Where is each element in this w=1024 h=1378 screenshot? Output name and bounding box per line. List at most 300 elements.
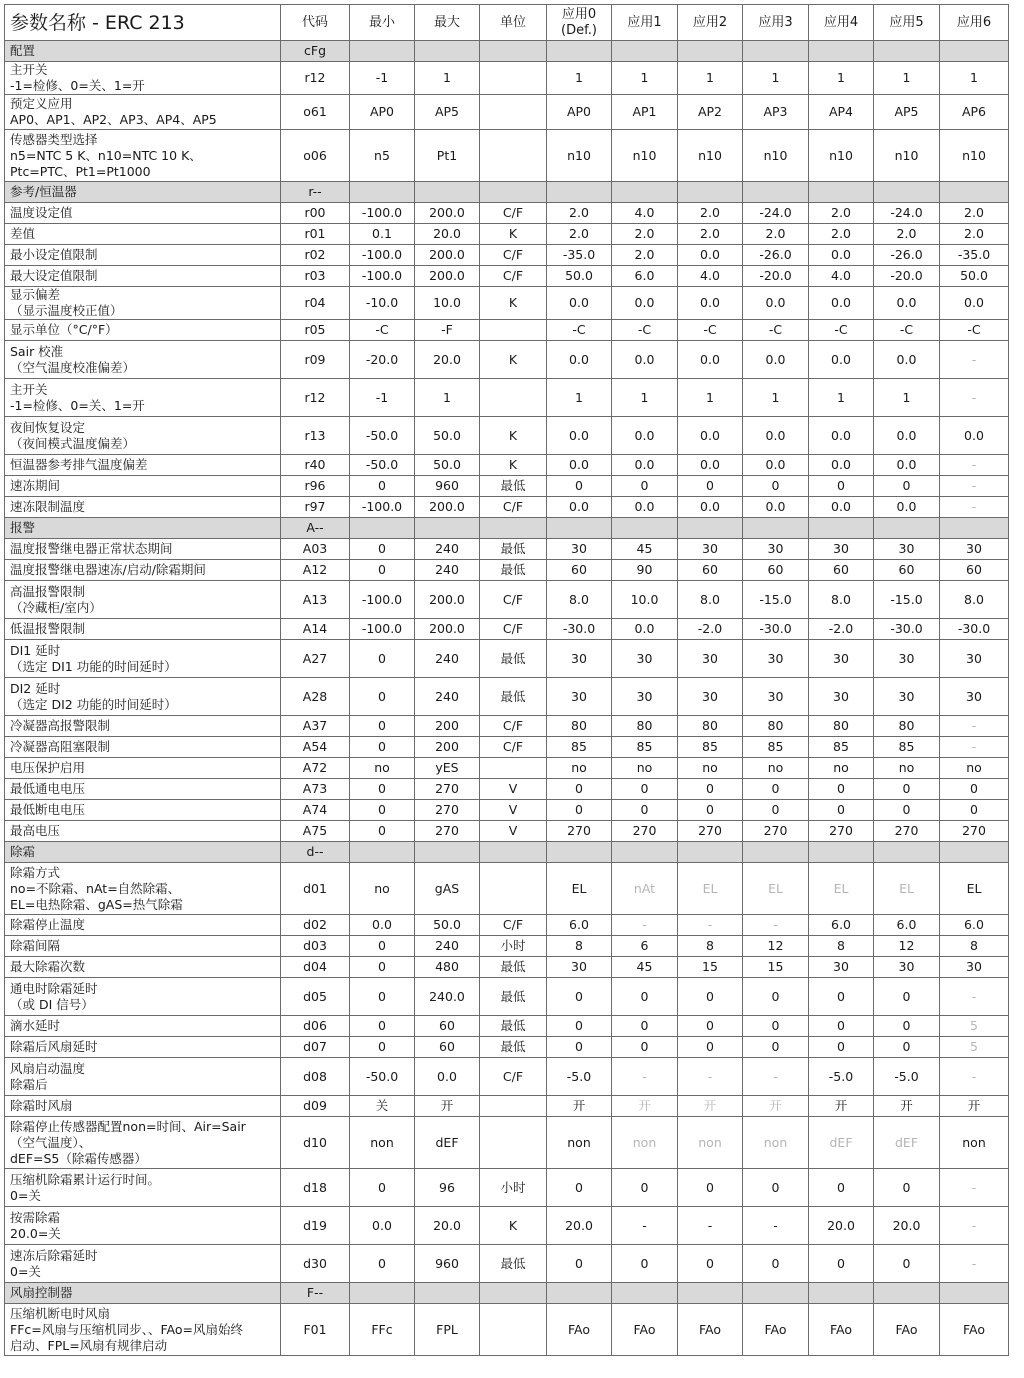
app5-value: 0.0 (874, 497, 940, 518)
section-empty-cell (809, 41, 874, 62)
app3-value: 0 (743, 1037, 809, 1058)
param-name-line: 传感器类型选择 (10, 131, 98, 147)
app3-value: 60 (743, 560, 809, 581)
app6-value: 5 (940, 1037, 1009, 1058)
section-empty-cell (350, 41, 415, 62)
unit-value (480, 379, 547, 417)
header-app0-def: (Def.) (561, 22, 597, 38)
app5-value: -30.0 (874, 619, 940, 640)
max-value: 200.0 (415, 266, 480, 287)
section-empty-cell (415, 41, 480, 62)
app3-value: EL (743, 863, 809, 915)
param-name (5, 1058, 281, 1096)
max-value: 200 (415, 716, 480, 737)
min-value: -1 (350, 379, 415, 417)
section-empty-cell (612, 182, 678, 203)
app0-value: 270 (547, 821, 612, 842)
param-name-line: （夜间模式温度偏差） (10, 435, 136, 451)
param-name-line: 除霜停止传感器配置non=时间、Air=Sair (10, 1118, 246, 1134)
section-empty-cell (612, 518, 678, 539)
app5-value: -20.0 (874, 266, 940, 287)
app1-value: 85 (612, 737, 678, 758)
param-name-line: 主开关 (10, 381, 48, 397)
app6-value: - (940, 455, 1009, 476)
unit-value: K (480, 224, 547, 245)
unit-value: C/F (480, 619, 547, 640)
unit-value: 最低 (480, 1016, 547, 1037)
section-row (5, 182, 1009, 203)
param-name-line: 夜间恢复设定 (10, 419, 86, 435)
param-code: r12 (281, 62, 350, 95)
max-value: 1 (415, 379, 480, 417)
param-name-line: 压缩机断电时风扇 (10, 1305, 111, 1321)
param-code: d08 (281, 1058, 350, 1096)
param-code: r09 (281, 341, 350, 379)
app4-value: 80 (809, 716, 874, 737)
min-value: 0 (350, 476, 415, 497)
max-value: 240 (415, 678, 480, 716)
app5-value: -C (874, 320, 940, 341)
app0-value: n10 (547, 130, 612, 182)
min-value: -100.0 (350, 497, 415, 518)
param-name (5, 1096, 281, 1117)
min-value: 0.0 (350, 1207, 415, 1245)
param-name-line: dEF=S5（除霜传感器） (10, 1150, 147, 1166)
app5-value: 0 (874, 1169, 940, 1207)
app3-value: -24.0 (743, 203, 809, 224)
max-value: 60 (415, 1037, 480, 1058)
section-empty-cell (874, 1283, 940, 1304)
section-empty-cell (874, 518, 940, 539)
app3-value: 0.0 (743, 341, 809, 379)
param-code: r03 (281, 266, 350, 287)
param-code: d30 (281, 1245, 350, 1283)
max-value: 200.0 (415, 245, 480, 266)
min-value: 0 (350, 539, 415, 560)
param-code: d09 (281, 1096, 350, 1117)
app1-value: 0.0 (612, 417, 678, 455)
min-value: AP0 (350, 95, 415, 130)
app5-value: AP5 (874, 95, 940, 130)
param-code: A03 (281, 539, 350, 560)
param-name-line: 速冻限制温度 (10, 499, 86, 514)
app5-value: dEF (874, 1117, 940, 1169)
app0-value: AP0 (547, 95, 612, 130)
table-row (5, 1245, 1009, 1283)
param-name-line: 0=关 (10, 1187, 41, 1203)
app0-value: 50.0 (547, 266, 612, 287)
app2-value: 1 (678, 62, 743, 95)
app1-value: 0.0 (612, 341, 678, 379)
param-name-line: 冷凝器高阻塞限制 (10, 739, 111, 754)
min-value: non (350, 1117, 415, 1169)
app1-value: 0.0 (612, 287, 678, 320)
unit-value: C/F (480, 716, 547, 737)
app6-value: - (940, 379, 1009, 417)
app4-value: 60 (809, 560, 874, 581)
param-name-line: -1=检修、0=关、1=开 (10, 78, 145, 93)
app5-value: 85 (874, 737, 940, 758)
app0-value: 2.0 (547, 203, 612, 224)
app1-value: non (612, 1117, 678, 1169)
app4-value: 开 (809, 1096, 874, 1117)
section-title (5, 842, 281, 863)
min-value: 0 (350, 1245, 415, 1283)
app0-value: 0 (547, 1245, 612, 1283)
header-max: 最大 (415, 5, 480, 41)
min-value: 0 (350, 640, 415, 678)
param-name (5, 1117, 281, 1169)
param-name-line: 风扇启动温度 (10, 1060, 86, 1076)
min-value: 0 (350, 800, 415, 821)
app3-value: -20.0 (743, 266, 809, 287)
app1-value: AP1 (612, 95, 678, 130)
section-empty-cell (678, 842, 743, 863)
param-name (5, 341, 281, 379)
max-value: Pt1 (415, 130, 480, 182)
param-code: r04 (281, 287, 350, 320)
param-code: A28 (281, 678, 350, 716)
param-name-line: 速冻后除霜延时 (10, 1247, 98, 1263)
param-name (5, 758, 281, 779)
app0-value: FAo (547, 1304, 612, 1356)
app3-value: -26.0 (743, 245, 809, 266)
app2-value: 0 (678, 800, 743, 821)
max-value: 50.0 (415, 915, 480, 936)
app1-value: 0 (612, 476, 678, 497)
max-value: 200.0 (415, 203, 480, 224)
app4-value: 0.0 (809, 341, 874, 379)
app2-value: 4.0 (678, 266, 743, 287)
app6-value: 50.0 (940, 266, 1009, 287)
table-body (5, 5, 1009, 1356)
min-value: 0 (350, 716, 415, 737)
app2-value: -2.0 (678, 619, 743, 640)
app2-value: FAo (678, 1304, 743, 1356)
app4-value: n10 (809, 130, 874, 182)
app0-value: 0 (547, 1169, 612, 1207)
app6-value: 开 (940, 1096, 1009, 1117)
app0-value: 2.0 (547, 224, 612, 245)
app4-value: 0 (809, 779, 874, 800)
app6-value: 8 (940, 936, 1009, 957)
unit-value: 最低 (480, 957, 547, 978)
app5-value: 270 (874, 821, 940, 842)
table-row (5, 716, 1009, 737)
app2-value: EL (678, 863, 743, 915)
param-name-line: 温度报警继电器速冻/启动/除霜期间 (10, 562, 206, 577)
app2-value: 0.0 (678, 245, 743, 266)
table-row (5, 915, 1009, 936)
unit-value (480, 1117, 547, 1169)
unit-value: 小时 (480, 936, 547, 957)
param-code: o06 (281, 130, 350, 182)
app4-value: 0 (809, 1169, 874, 1207)
param-name-line: 电压保护启用 (10, 760, 86, 775)
unit-value (480, 1304, 547, 1356)
param-name-line: FFc=风扇与压缩机同步、、FAo=风扇始终 (10, 1321, 243, 1337)
param-name (5, 957, 281, 978)
app1-value: 4.0 (612, 203, 678, 224)
app3-value: 0 (743, 779, 809, 800)
app6-value: - (940, 341, 1009, 379)
app5-value: 80 (874, 716, 940, 737)
app2-value: 2.0 (678, 224, 743, 245)
header-app3: 应用3 (743, 5, 809, 41)
app1-value: 0 (612, 779, 678, 800)
unit-value: 最低 (480, 476, 547, 497)
app1-value: 45 (612, 539, 678, 560)
table-row (5, 800, 1009, 821)
app0-value: 20.0 (547, 1207, 612, 1245)
max-value: gAS (415, 863, 480, 915)
app1-value: 6 (612, 936, 678, 957)
app0-value: 30 (547, 678, 612, 716)
header-app0-line: 应用0 (561, 6, 597, 22)
app0-value: -C (547, 320, 612, 341)
app6-value: 2.0 (940, 224, 1009, 245)
app4-value: -2.0 (809, 619, 874, 640)
unit-value (480, 758, 547, 779)
param-name-line: DI2 延时 (10, 680, 61, 696)
app2-value: 85 (678, 737, 743, 758)
section-empty-cell (809, 518, 874, 539)
param-code: d05 (281, 978, 350, 1016)
max-value: 50.0 (415, 417, 480, 455)
app2-value: - (678, 1058, 743, 1096)
min-value: 0 (350, 560, 415, 581)
app2-value: 1 (678, 379, 743, 417)
app6-value: -30.0 (940, 619, 1009, 640)
param-name (5, 1304, 281, 1356)
param-code: r40 (281, 455, 350, 476)
app4-value: 0 (809, 1037, 874, 1058)
app6-value: 8.0 (940, 581, 1009, 619)
app1-value: FAo (612, 1304, 678, 1356)
section-empty-cell (940, 518, 1009, 539)
app3-value: -15.0 (743, 581, 809, 619)
app5-value: 30 (874, 539, 940, 560)
app3-value: - (743, 1058, 809, 1096)
app4-value: -5.0 (809, 1058, 874, 1096)
param-name (5, 266, 281, 287)
section-empty-cell (480, 41, 547, 62)
app5-value: -24.0 (874, 203, 940, 224)
param-code: A54 (281, 737, 350, 758)
section-empty-cell (350, 182, 415, 203)
param-name (5, 863, 281, 915)
max-value: 960 (415, 1245, 480, 1283)
app3-value: n10 (743, 130, 809, 182)
param-name (5, 936, 281, 957)
param-name-line: 最低断电电压 (10, 802, 86, 817)
param-name (5, 619, 281, 640)
app5-value: 30 (874, 957, 940, 978)
unit-value: V (480, 821, 547, 842)
max-value: 270 (415, 800, 480, 821)
app3-value: 0 (743, 1169, 809, 1207)
app2-value: 0 (678, 476, 743, 497)
app6-value: no (940, 758, 1009, 779)
param-name (5, 1207, 281, 1245)
app6-value: 0.0 (940, 287, 1009, 320)
max-value: 240.0 (415, 978, 480, 1016)
table-row (5, 476, 1009, 497)
param-name (5, 497, 281, 518)
app2-value: 开 (678, 1096, 743, 1117)
param-code: A12 (281, 560, 350, 581)
param-name (5, 1245, 281, 1283)
section-empty-cell (874, 41, 940, 62)
app4-value: 0 (809, 476, 874, 497)
param-code: r13 (281, 417, 350, 455)
app5-value: 0 (874, 1037, 940, 1058)
app5-value: 0 (874, 779, 940, 800)
app3-value: 0.0 (743, 417, 809, 455)
app3-value: 开 (743, 1096, 809, 1117)
section-empty-cell (809, 182, 874, 203)
table-row (5, 245, 1009, 266)
param-name (5, 130, 281, 182)
min-value: 0 (350, 1037, 415, 1058)
app5-value: EL (874, 863, 940, 915)
param-name-line: 配置 (10, 43, 36, 58)
min-value: -50.0 (350, 1058, 415, 1096)
param-name-line: n5=NTC 5 K、n10=NTC 10 K、 (10, 147, 202, 163)
unit-value: C/F (480, 497, 547, 518)
app6-value: - (940, 497, 1009, 518)
max-value: 20.0 (415, 1207, 480, 1245)
param-name (5, 379, 281, 417)
table-row (5, 95, 1009, 130)
app6-value: 30 (940, 678, 1009, 716)
app2-value: 2.0 (678, 203, 743, 224)
app1-value: 270 (612, 821, 678, 842)
app1-value: 0 (612, 800, 678, 821)
param-code: A13 (281, 581, 350, 619)
header-app5: 应用5 (874, 5, 940, 41)
param-name-line: （选定 DI1 功能的时间延时） (10, 658, 177, 674)
param-code: A37 (281, 716, 350, 737)
max-value: 240 (415, 640, 480, 678)
header-app4: 应用4 (809, 5, 874, 41)
table-row (5, 821, 1009, 842)
section-row (5, 842, 1009, 863)
app6-value: 1 (940, 62, 1009, 95)
min-value: 0 (350, 936, 415, 957)
app0-value: 0 (547, 978, 612, 1016)
table-row (5, 497, 1009, 518)
app3-value: non (743, 1117, 809, 1169)
unit-value: K (480, 287, 547, 320)
app5-value: 60 (874, 560, 940, 581)
app6-value: 30 (940, 539, 1009, 560)
min-value: -100.0 (350, 581, 415, 619)
app5-value: 0.0 (874, 341, 940, 379)
param-name (5, 800, 281, 821)
table-row (5, 287, 1009, 320)
section-title (5, 518, 281, 539)
param-name-line: 最低通电电压 (10, 781, 86, 796)
param-name (5, 678, 281, 716)
app3-value: 1 (743, 62, 809, 95)
unit-value (480, 62, 547, 95)
app0-value: 0.0 (547, 497, 612, 518)
min-value: no (350, 863, 415, 915)
min-value: 0 (350, 957, 415, 978)
unit-value: 最低 (480, 1245, 547, 1283)
app4-value: no (809, 758, 874, 779)
table-row (5, 266, 1009, 287)
table-row (5, 619, 1009, 640)
unit-value: C/F (480, 245, 547, 266)
param-code: d07 (281, 1037, 350, 1058)
app3-value: 85 (743, 737, 809, 758)
max-value: AP5 (415, 95, 480, 130)
param-name-line: 最高电压 (10, 823, 61, 838)
app6-value: n10 (940, 130, 1009, 182)
min-value: 0 (350, 978, 415, 1016)
app3-value: 30 (743, 678, 809, 716)
header-app1: 应用1 (612, 5, 678, 41)
app2-value: 60 (678, 560, 743, 581)
param-name-line: -1=检修、0=关、1=开 (10, 397, 145, 413)
table-row (5, 737, 1009, 758)
param-code: d03 (281, 936, 350, 957)
app1-value: 0 (612, 1245, 678, 1283)
param-name-line: 最大除霜次数 (10, 959, 86, 974)
unit-value: K (480, 455, 547, 476)
max-value: 480 (415, 957, 480, 978)
app4-value: 30 (809, 957, 874, 978)
min-value: 0 (350, 1169, 415, 1207)
section-code: F-- (281, 1283, 350, 1304)
param-name (5, 779, 281, 800)
unit-value: K (480, 341, 547, 379)
unit-value (480, 95, 547, 130)
app3-value: 80 (743, 716, 809, 737)
app3-value: no (743, 758, 809, 779)
header-app6: 应用6 (940, 5, 1009, 41)
app2-value: 0 (678, 1037, 743, 1058)
section-empty-cell (743, 182, 809, 203)
app4-value: 4.0 (809, 266, 874, 287)
section-empty-cell (547, 842, 612, 863)
header-code: 代码 (281, 5, 350, 41)
app6-value: AP6 (940, 95, 1009, 130)
app2-value: 15 (678, 957, 743, 978)
param-code: r05 (281, 320, 350, 341)
unit-value: K (480, 417, 547, 455)
app6-value: - (940, 737, 1009, 758)
app3-value: 0 (743, 800, 809, 821)
param-name-line: 压缩机除霜累计运行时间。 (10, 1171, 161, 1187)
param-name-line: Ptc=PTC、Pt1=Pt1000 (10, 163, 151, 179)
param-name-line: 恒温器参考排气温度偏差 (10, 457, 148, 472)
app4-value: 0 (809, 978, 874, 1016)
section-empty-cell (480, 518, 547, 539)
app5-value: 30 (874, 678, 940, 716)
app0-value: 6.0 (547, 915, 612, 936)
param-name (5, 95, 281, 130)
max-value: FPL (415, 1304, 480, 1356)
section-title (5, 1283, 281, 1304)
app4-value: 2.0 (809, 203, 874, 224)
app3-value: 30 (743, 539, 809, 560)
section-empty-cell (809, 842, 874, 863)
app3-value: 0 (743, 978, 809, 1016)
param-name-line: （选定 DI2 功能的时间延时） (10, 696, 177, 712)
